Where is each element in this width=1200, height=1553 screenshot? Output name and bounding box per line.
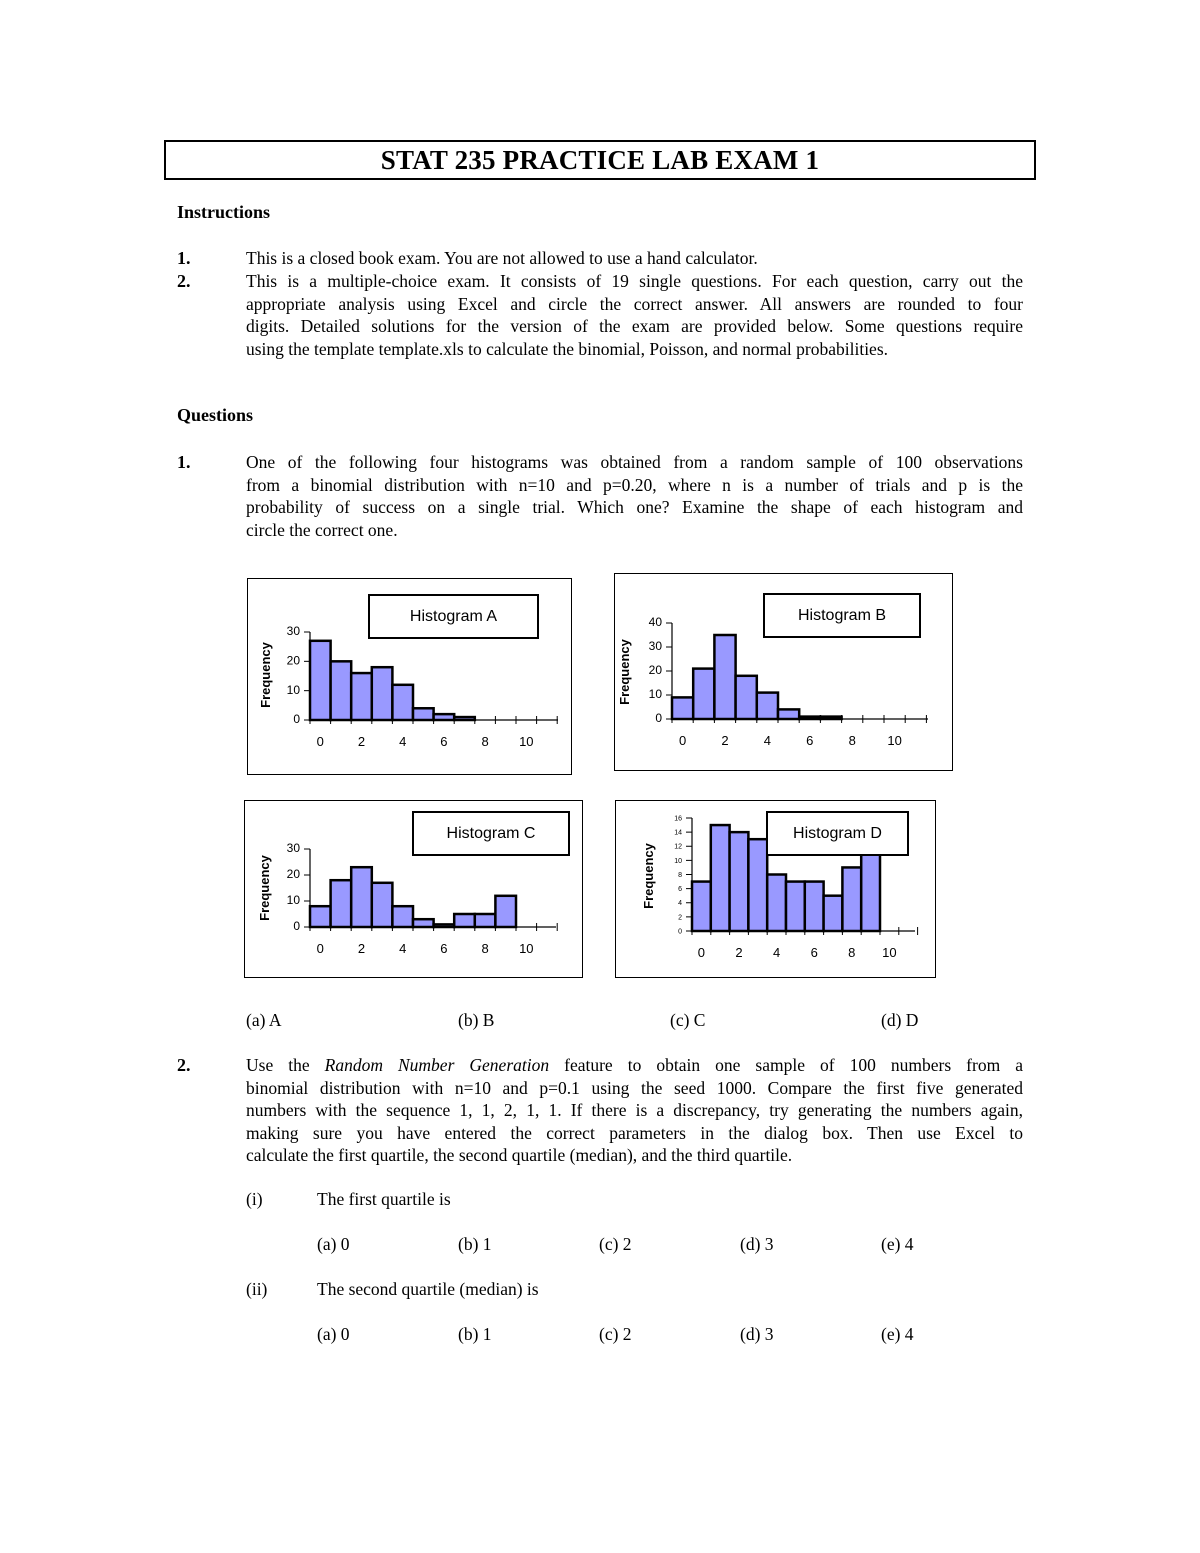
histogram-bar [786, 882, 805, 931]
histogram-bar [692, 882, 711, 931]
y-tick-label: 20 [286, 867, 300, 882]
option-b[interactable]: (b) B [458, 1010, 495, 1030]
y-tick-label: 30 [648, 639, 662, 654]
y-tick-label: 0 [678, 928, 682, 936]
y-tick-label: 2 [678, 914, 682, 922]
option-c[interactable]: (c) 2 [599, 1234, 632, 1254]
y-tick-label: 30 [286, 841, 300, 856]
question-line [246, 1054, 1023, 1077]
page-title: STAT 235 PRACTICE LAB EXAM 1 [380, 144, 820, 175]
x-tick-label: 10 [519, 941, 534, 956]
x-tick-label: 8 [848, 733, 856, 748]
x-tick-label: 0 [316, 734, 324, 749]
histogram-c-legend: Histogram C [412, 811, 570, 856]
exam-title-box [164, 140, 1036, 180]
histogram-bar [434, 714, 455, 720]
question-number: 1. [177, 452, 191, 472]
option-a[interactable]: (a) 0 [317, 1324, 350, 1344]
y-tick-label: 6 [678, 886, 682, 894]
histogram-bar [413, 919, 434, 927]
histogram-bar [778, 709, 799, 719]
option-b[interactable]: (b) 1 [458, 1234, 492, 1254]
option-d[interactable]: (d) 3 [740, 1234, 774, 1254]
instruction-number: 1. [177, 248, 191, 268]
instruction-line: using the template template.xls to calculate the binomial, Poisson, and normal probabilities. [246, 338, 889, 359]
y-tick-label: 20 [286, 653, 300, 668]
instruction-line: This is a multiple-choice exam. It consists of 19 single questions. For each question, carry out the [246, 271, 1023, 291]
y-axis-label: Frequency [641, 843, 656, 909]
question-line: circle the correct one. [246, 519, 398, 540]
question-line: binomial distribution with n=10 and p=0.1 using the seed 1000. Compare the first five generated [246, 1077, 1023, 1098]
option-a[interactable]: (a) A [246, 1010, 282, 1030]
instruction-number: 2. [177, 271, 191, 291]
x-tick-label: 6 [440, 734, 448, 749]
questions-heading: Questions [177, 405, 254, 425]
y-tick-label: 10 [286, 682, 300, 697]
x-tick-label: 8 [848, 945, 856, 960]
x-tick-label: 8 [481, 941, 489, 956]
histogram-bar [767, 875, 786, 932]
histogram-bar [805, 882, 824, 931]
question-line: making sure you have entered the correct parameters in the dialog box. Then use Excel to [246, 1122, 1023, 1143]
question-1-text [246, 451, 1023, 541]
y-axis-label: Frequency [617, 639, 632, 705]
histogram-bar [331, 661, 352, 720]
x-tick-label: 6 [810, 945, 818, 960]
histogram-a-panel [247, 578, 572, 775]
histogram-b-panel [614, 573, 953, 771]
histogram-d-legend: Histogram D [766, 811, 909, 856]
y-tick-label: 10 [674, 857, 682, 865]
instruction-text [246, 247, 1023, 270]
y-tick-label: 0 [655, 711, 662, 726]
question-line: calculate the first quartile, the second quartile (median), and the third quartile. [246, 1145, 793, 1166]
question-line: probability of success on a single trial. Which one? Examine the shape of each histogram and [246, 497, 1023, 518]
histogram-bar [495, 896, 516, 927]
option-d[interactable]: (d) 3 [740, 1324, 774, 1344]
x-tick-label: 8 [481, 734, 489, 749]
x-tick-label: 4 [763, 733, 772, 748]
question-line: from a binomial distribution with n=10 and p=0.20, where n is a number of trials and p is the [246, 474, 1023, 495]
histogram-bar [842, 867, 861, 931]
histogram-bar [693, 669, 714, 719]
part-label: (i) [246, 1189, 263, 1209]
instruction-text [246, 270, 1023, 360]
histogram-bar [730, 832, 749, 931]
histogram-bar [757, 693, 778, 719]
question-line: One of the following four histograms was obtained from a random sample of 100 observations [246, 452, 1023, 472]
instruction-line: digits. Detailed solutions for the version of the exam are provided below. Some questions require [246, 316, 1023, 337]
x-tick-label: 0 [316, 941, 324, 956]
x-tick-label: 4 [399, 734, 407, 749]
x-tick-label: 10 [887, 733, 902, 748]
option-e[interactable]: (e) 4 [881, 1234, 914, 1254]
histogram-bar [351, 867, 372, 927]
option-e[interactable]: (e) 4 [881, 1324, 914, 1344]
x-tick-label: 10 [519, 734, 534, 749]
histogram-bar [372, 883, 393, 927]
y-tick-label: 16 [674, 815, 682, 823]
option-c[interactable]: (c) C [670, 1010, 706, 1030]
histogram-b-legend: Histogram B [763, 593, 921, 638]
histogram-d-panel [615, 800, 936, 978]
histogram-bar [392, 685, 413, 720]
y-tick-label: 20 [648, 663, 662, 678]
question-line: numbers with the sequence 1, 1, 2, 1, 1. If there is a discrepancy, try generating the numbers again, [246, 1100, 1023, 1121]
x-tick-label: 10 [882, 945, 897, 960]
histogram-bar [714, 635, 735, 719]
instruction-line: This is a closed book exam. You are not allowed to use a hand calculator. [246, 248, 758, 268]
y-tick-label: 4 [678, 900, 682, 908]
x-tick-label: 2 [735, 945, 743, 960]
histogram-bar [413, 708, 434, 720]
histogram-bar [331, 880, 352, 927]
x-tick-label: 6 [440, 941, 448, 956]
y-tick-label: 30 [286, 624, 300, 639]
histogram-bar [310, 641, 331, 720]
histogram-bar [392, 906, 413, 927]
y-axis-label: Frequency [257, 855, 272, 921]
part-text: The second quartile (median) is [317, 1279, 539, 1299]
instruction-line: appropriate analysis using Excel and circle the correct answer. All answers are rounded to four [246, 293, 1023, 314]
question-2-text [246, 1054, 1023, 1167]
x-tick-label: 2 [721, 733, 729, 748]
question-number: 2. [177, 1055, 191, 1075]
y-tick-label: 14 [674, 829, 682, 837]
option-b[interactable]: (b) 1 [458, 1324, 492, 1344]
y-tick-label: 40 [648, 615, 662, 630]
y-tick-label: 10 [648, 687, 662, 702]
y-axis-label: Frequency [258, 642, 273, 708]
x-tick-label: 4 [399, 941, 407, 956]
x-tick-label: 2 [357, 734, 366, 749]
x-tick-label: 4 [772, 945, 781, 960]
histogram-bar [351, 673, 372, 720]
histogram-bar [310, 906, 331, 927]
histogram-a-legend: Histogram A [368, 594, 539, 639]
y-tick-label: 10 [286, 893, 300, 908]
histogram-bar [736, 676, 757, 719]
histogram-bar [454, 914, 475, 927]
y-tick-label: 0 [293, 712, 300, 727]
y-tick-label: 12 [674, 843, 682, 851]
x-tick-label: 0 [678, 733, 687, 748]
instructions-heading: Instructions [177, 202, 271, 222]
histogram-bar [824, 896, 843, 931]
x-tick-label: 0 [697, 945, 706, 960]
option-a[interactable]: (a) 0 [317, 1234, 350, 1254]
option-c[interactable]: (c) 2 [599, 1324, 632, 1344]
option-d[interactable]: (d) D [881, 1010, 919, 1030]
part-label: (ii) [246, 1279, 268, 1299]
histogram-bar [711, 825, 730, 931]
histogram-bar [475, 914, 496, 927]
q2-line-0: Use the Random Number Generation feature to obtain one sample of 100 numbers from a [246, 1055, 1023, 1075]
histogram-bar [861, 846, 880, 931]
y-tick-label: 0 [293, 919, 300, 934]
x-tick-label: 6 [806, 733, 814, 748]
histogram-bar [672, 697, 693, 719]
x-tick-label: 2 [357, 941, 366, 956]
histogram-bar [748, 839, 767, 931]
y-tick-label: 8 [678, 871, 682, 879]
histogram-bar [372, 667, 393, 720]
part-text: The first quartile is [317, 1189, 451, 1209]
histogram-c-panel [244, 800, 583, 978]
